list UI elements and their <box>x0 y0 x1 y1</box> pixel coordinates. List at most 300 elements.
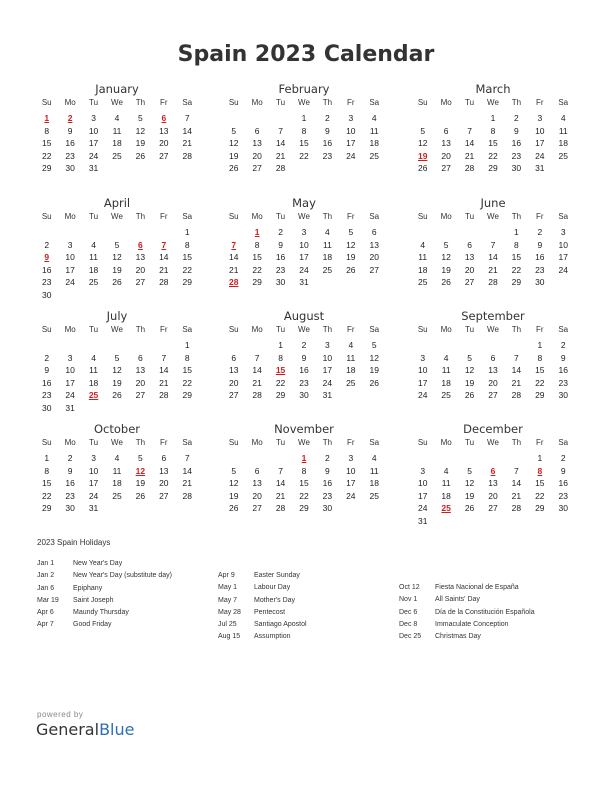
day-cell: 24 <box>65 277 75 288</box>
day-cell: 16 <box>322 138 333 149</box>
day-cell: 7 <box>514 352 519 363</box>
day-cell: 17 <box>299 252 309 263</box>
day-cell: 1 <box>44 453 50 463</box>
day-cell: 31 <box>88 503 99 514</box>
day-cell: 30 <box>299 390 309 401</box>
holiday-row <box>399 619 535 631</box>
day-cell: 16 <box>41 377 52 388</box>
day-cell: 19 <box>112 377 122 388</box>
day-cell: 14 <box>511 365 522 376</box>
day-cell: 2 <box>537 227 543 237</box>
month-december <box>411 422 575 528</box>
day-cell: 27 <box>135 390 146 401</box>
day-cell: 5 <box>348 227 354 237</box>
day-cell: 19 <box>441 264 451 275</box>
day-cell: 11 <box>441 478 451 489</box>
weekday-header: Fr <box>347 325 355 334</box>
day-cell: 15 <box>182 252 192 263</box>
weekday-header: We <box>487 438 499 447</box>
day-cell: 6 <box>231 352 237 363</box>
day-cell: 27 <box>228 390 239 401</box>
day-cell: 10 <box>322 352 333 363</box>
day-cell: 12 <box>135 125 146 136</box>
day-cell: 22 <box>182 264 192 275</box>
holiday-date: Nov 1 <box>399 596 418 604</box>
day-cell: 12 <box>464 365 475 376</box>
day-cell: 21 <box>488 264 498 275</box>
day-cell: 9 <box>301 352 307 363</box>
day-cell: 20 <box>488 490 498 501</box>
day-cell: 8 <box>184 352 190 363</box>
day-cell: 19 <box>464 377 475 388</box>
weekday-header: Su <box>228 98 239 107</box>
day-cell: 24 <box>558 264 568 275</box>
day-cell: 29 <box>299 503 309 514</box>
day-cell: 25 <box>369 150 379 161</box>
day-cell: 28 <box>182 150 192 161</box>
day-cell: 26 <box>135 150 146 161</box>
day-cell: 19 <box>464 490 475 501</box>
day-cell: 2 <box>560 453 566 463</box>
holiday-day-cell: 25 <box>88 390 99 401</box>
day-cell: 20 <box>441 150 451 161</box>
month-name: November <box>274 422 334 436</box>
day-cell: 10 <box>65 365 75 376</box>
weekday-header: Tu <box>89 325 99 334</box>
day-cell: 16 <box>65 478 75 489</box>
weekday-header: Mo <box>251 325 263 334</box>
day-cell: 12 <box>346 239 356 250</box>
day-cell: 16 <box>275 252 286 263</box>
empty-day-cell <box>458 226 481 239</box>
day-cell: 4 <box>91 352 96 363</box>
day-cell: 4 <box>114 113 120 123</box>
weekday-header: Sa <box>369 438 380 447</box>
day-cell: 26 <box>369 377 379 388</box>
month-january <box>35 82 199 175</box>
day-cell: 12 <box>417 138 428 149</box>
weekday-header: Th <box>511 438 522 447</box>
month-days-grid <box>222 97 386 175</box>
day-cell: 25 <box>346 377 356 388</box>
day-cell: 11 <box>369 125 379 136</box>
empty-day-cell <box>481 452 504 465</box>
day-cell: 26 <box>346 264 356 275</box>
weekday-header: Mo <box>251 438 263 447</box>
day-cell: 22 <box>252 264 262 275</box>
weekday-header: Tu <box>465 325 475 334</box>
day-cell: 29 <box>41 163 52 174</box>
day-cell: 18 <box>88 264 99 275</box>
day-cell: 30 <box>65 163 75 174</box>
weekday-header: Su <box>41 438 52 447</box>
holiday-row <box>37 558 172 570</box>
holiday-date: Apr 9 <box>218 572 235 579</box>
day-cell: 23 <box>511 150 522 161</box>
month-name: February <box>278 82 330 96</box>
month-april <box>35 196 199 302</box>
day-cell: 26 <box>135 490 146 501</box>
weekday-header: Fr <box>160 98 168 107</box>
day-cell: 17 <box>558 252 568 263</box>
day-cell: 24 <box>417 503 428 514</box>
day-cell: 14 <box>182 465 192 476</box>
day-cell: 30 <box>511 163 522 174</box>
empty-day-cell <box>129 226 152 239</box>
month-name: April <box>103 196 131 210</box>
day-cell: 24 <box>65 390 75 401</box>
day-cell: 22 <box>488 150 498 161</box>
weekday-header: Tu <box>276 212 286 221</box>
empty-day-cell <box>434 112 457 125</box>
day-cell: 28 <box>275 503 286 514</box>
day-cell: 23 <box>535 264 545 275</box>
weekday-header: Th <box>135 438 146 447</box>
day-cell: 12 <box>112 252 122 263</box>
day-cell: 28 <box>511 503 522 514</box>
day-cell: 7 <box>467 125 472 136</box>
day-cell: 6 <box>161 453 167 463</box>
day-cell: 23 <box>65 150 75 161</box>
holiday-day-cell: 7 <box>161 239 167 250</box>
holiday-date: May 1 <box>218 584 238 592</box>
day-cell: 16 <box>299 365 309 376</box>
day-cell: 23 <box>65 490 75 501</box>
day-cell: 18 <box>88 377 99 388</box>
empty-day-cell <box>35 339 58 352</box>
day-cell: 1 <box>514 227 519 237</box>
day-cell: 20 <box>159 138 169 149</box>
weekday-header: We <box>111 438 123 447</box>
holiday-day-cell: 1 <box>254 227 260 237</box>
day-cell: 28 <box>275 163 286 174</box>
empty-day-cell <box>222 452 245 465</box>
day-cell: 14 <box>182 125 192 136</box>
day-cell: 15 <box>41 138 52 149</box>
weekday-header: Sa <box>558 212 569 221</box>
day-cell: 23 <box>41 277 52 288</box>
day-cell: 18 <box>112 478 122 489</box>
day-cell: 23 <box>41 390 52 401</box>
holiday-name: Pentecost <box>254 608 286 616</box>
day-cell: 22 <box>41 490 52 501</box>
month-days-grid <box>35 97 199 175</box>
month-july <box>35 309 199 415</box>
holiday-row <box>37 570 172 582</box>
day-cell: 11 <box>369 465 379 476</box>
holiday-date: Apr 6 <box>37 609 54 617</box>
month-november <box>222 422 386 515</box>
weekday-header: Su <box>228 212 239 221</box>
holiday-row <box>218 595 307 607</box>
empty-day-cell <box>411 112 434 125</box>
day-cell: 25 <box>88 277 99 288</box>
empty-day-cell <box>35 226 58 239</box>
brand-logo[interactable] <box>36 720 134 739</box>
weekday-header: Tu <box>89 98 99 107</box>
day-cell: 23 <box>558 490 568 501</box>
day-cell: 31 <box>535 163 545 174</box>
day-cell: 24 <box>535 150 545 161</box>
day-cell: 14 <box>159 252 169 263</box>
month-august <box>222 309 386 402</box>
day-cell: 19 <box>346 252 356 263</box>
weekday-header: Fr <box>536 98 544 107</box>
day-cell: 3 <box>537 113 543 123</box>
day-cell: 15 <box>182 365 192 376</box>
day-cell: 20 <box>464 264 475 275</box>
empty-day-cell <box>245 339 268 352</box>
day-cell: 5 <box>420 125 426 136</box>
day-cell: 22 <box>535 377 545 388</box>
weekday-header: We <box>298 438 310 447</box>
empty-day-cell <box>222 112 245 125</box>
day-cell: 26 <box>441 277 451 288</box>
day-cell: 13 <box>488 478 498 489</box>
day-cell: 18 <box>441 490 451 501</box>
day-cell: 3 <box>67 352 73 363</box>
day-cell: 21 <box>182 478 192 489</box>
weekday-header: Su <box>41 98 52 107</box>
month-name: January <box>95 82 139 96</box>
weekday-header: Th <box>511 98 522 107</box>
day-cell: 8 <box>184 239 190 250</box>
empty-day-cell <box>269 452 292 465</box>
month-name: June <box>480 196 506 210</box>
day-cell: 17 <box>346 478 356 489</box>
holiday-row <box>37 619 172 631</box>
day-cell: 2 <box>514 113 519 123</box>
weekday-header: Fr <box>160 212 168 221</box>
day-cell: 14 <box>252 365 262 376</box>
day-cell: 15 <box>535 478 545 489</box>
day-cell: 5 <box>231 465 237 476</box>
weekday-header: Sa <box>182 98 193 107</box>
month-name: September <box>461 309 525 323</box>
empty-day-cell <box>269 112 292 125</box>
holiday-name: Epiphany <box>73 584 103 592</box>
holiday-name: New Year's Day <box>73 560 123 567</box>
weekday-header: Sa <box>182 325 193 334</box>
day-cell: 23 <box>299 377 309 388</box>
day-cell: 16 <box>65 138 75 149</box>
day-cell: 3 <box>91 453 96 463</box>
weekday-header: Mo <box>251 212 263 221</box>
day-cell: 28 <box>182 490 192 501</box>
page-title: Spain 2023 Calendar <box>177 42 435 67</box>
day-cell: 2 <box>325 113 330 123</box>
day-cell: 27 <box>488 503 498 514</box>
weekday-header: Th <box>322 325 333 334</box>
day-cell: 5 <box>114 239 120 250</box>
holiday-column <box>37 558 172 632</box>
day-cell: 13 <box>369 239 379 250</box>
weekday-header: Th <box>322 98 333 107</box>
day-cell: 23 <box>558 377 568 388</box>
day-cell: 5 <box>371 340 377 350</box>
empty-day-cell <box>434 452 457 465</box>
day-cell: 17 <box>88 478 99 489</box>
holiday-row <box>399 582 535 594</box>
month-days-grid <box>411 211 575 289</box>
empty-day-cell <box>411 226 434 239</box>
day-cell: 6 <box>254 125 260 136</box>
day-cell: 29 <box>511 277 522 288</box>
day-cell: 9 <box>67 125 73 136</box>
weekday-header: We <box>298 325 310 334</box>
day-cell: 15 <box>511 252 522 263</box>
weekday-header: Tu <box>465 98 475 107</box>
powered-by-text: powered by <box>37 710 84 719</box>
day-cell: 24 <box>346 490 356 501</box>
day-cell: 9 <box>560 465 566 476</box>
day-cell: 9 <box>514 125 519 136</box>
weekday-header: Sa <box>558 325 569 334</box>
weekday-header: Fr <box>536 438 544 447</box>
day-cell: 10 <box>65 252 75 263</box>
day-cell: 7 <box>161 352 167 363</box>
weekday-header: Th <box>135 325 146 334</box>
weekday-header: Th <box>511 325 522 334</box>
holiday-row <box>399 607 535 619</box>
day-cell: 4 <box>348 340 354 350</box>
month-name: August <box>283 309 325 323</box>
day-cell: 11 <box>418 252 428 263</box>
day-cell: 18 <box>441 377 451 388</box>
empty-day-cell <box>222 226 245 239</box>
holiday-day-cell: 12 <box>135 465 146 476</box>
month-days-grid <box>35 437 199 515</box>
day-cell: 8 <box>301 465 307 476</box>
day-cell: 7 <box>184 453 190 463</box>
day-cell: 23 <box>322 150 333 161</box>
weekday-header: Fr <box>536 325 544 334</box>
day-cell: 12 <box>464 478 475 489</box>
day-cell: 14 <box>488 252 498 263</box>
day-cell: 7 <box>254 352 260 363</box>
day-cell: 8 <box>254 239 260 250</box>
day-cell: 3 <box>91 113 96 123</box>
day-cell: 16 <box>511 138 522 149</box>
weekday-header: Su <box>41 325 52 334</box>
weekday-header: Fr <box>536 212 544 221</box>
day-cell: 22 <box>275 377 286 388</box>
day-cell: 14 <box>275 478 286 489</box>
day-cell: 28 <box>511 390 522 401</box>
day-cell: 6 <box>443 125 449 136</box>
day-cell: 15 <box>41 478 52 489</box>
weekday-header: Su <box>417 325 428 334</box>
weekday-header: Mo <box>64 212 76 221</box>
empty-day-cell <box>58 226 81 239</box>
holiday-name: Assumption <box>254 633 291 641</box>
weekday-header: We <box>487 212 499 221</box>
day-cell: 4 <box>371 453 377 463</box>
day-cell: 29 <box>182 277 192 288</box>
day-cell: 27 <box>252 503 262 514</box>
month-days-grid <box>35 211 199 302</box>
day-cell: 25 <box>112 490 122 501</box>
empty-day-cell <box>434 226 457 239</box>
holiday-name: Immaculate Conception <box>435 620 509 628</box>
weekday-header: Th <box>322 438 333 447</box>
day-cell: 14 <box>275 138 286 149</box>
day-cell: 13 <box>135 365 146 376</box>
day-cell: 10 <box>299 239 309 250</box>
day-cell: 29 <box>182 390 192 401</box>
weekday-header: Th <box>511 212 522 221</box>
weekday-header: Su <box>417 98 428 107</box>
day-cell: 11 <box>89 365 98 376</box>
day-cell: 8 <box>537 352 543 363</box>
day-cell: 12 <box>228 138 239 149</box>
day-cell: 11 <box>322 239 332 250</box>
day-cell: 17 <box>88 138 99 149</box>
month-march <box>411 82 575 175</box>
day-cell: 11 <box>89 252 98 263</box>
day-cell: 29 <box>488 163 498 174</box>
day-cell: 10 <box>558 239 568 250</box>
day-cell: 24 <box>346 150 356 161</box>
day-cell: 7 <box>278 125 283 136</box>
empty-day-cell <box>82 339 105 352</box>
day-cell: 7 <box>278 465 283 476</box>
day-cell: 3 <box>325 340 330 350</box>
day-cell: 27 <box>135 277 146 288</box>
day-cell: 4 <box>420 239 426 250</box>
day-cell: 7 <box>514 465 519 476</box>
day-cell: 15 <box>299 478 309 489</box>
day-cell: 18 <box>112 138 122 149</box>
day-cell: 20 <box>252 490 262 501</box>
weekday-header: Th <box>135 212 146 221</box>
day-cell: 2 <box>301 340 307 350</box>
day-cell: 10 <box>346 465 356 476</box>
weekday-header: We <box>111 212 123 221</box>
holiday-row <box>399 594 535 606</box>
day-cell: 30 <box>558 503 568 514</box>
day-cell: 10 <box>535 125 545 136</box>
day-cell: 8 <box>301 125 307 136</box>
empty-day-cell <box>82 226 105 239</box>
day-cell: 10 <box>88 125 99 136</box>
holiday-day-cell: 19 <box>417 150 428 161</box>
day-cell: 9 <box>325 465 330 476</box>
holidays-title: 2023 Spain Holidays <box>37 538 111 547</box>
day-cell: 6 <box>254 465 260 476</box>
month-name: March <box>475 82 511 96</box>
day-cell: 18 <box>369 138 379 149</box>
weekday-header: Su <box>228 325 239 334</box>
weekday-header: Fr <box>160 438 168 447</box>
day-cell: 10 <box>346 125 356 136</box>
day-cell: 2 <box>44 352 50 363</box>
day-cell: 13 <box>464 252 475 263</box>
empty-day-cell <box>458 112 481 125</box>
empty-day-cell <box>481 226 504 239</box>
day-cell: 13 <box>228 365 239 376</box>
month-days-grid <box>411 324 575 402</box>
day-cell: 22 <box>182 377 192 388</box>
day-cell: 9 <box>278 239 283 250</box>
day-cell: 25 <box>369 490 379 501</box>
day-cell: 27 <box>159 490 169 501</box>
day-cell: 20 <box>228 377 239 388</box>
weekday-header: Fr <box>347 438 355 447</box>
weekday-header: Sa <box>369 98 380 107</box>
month-days-grid <box>222 324 386 402</box>
holiday-date: May 7 <box>218 596 238 604</box>
